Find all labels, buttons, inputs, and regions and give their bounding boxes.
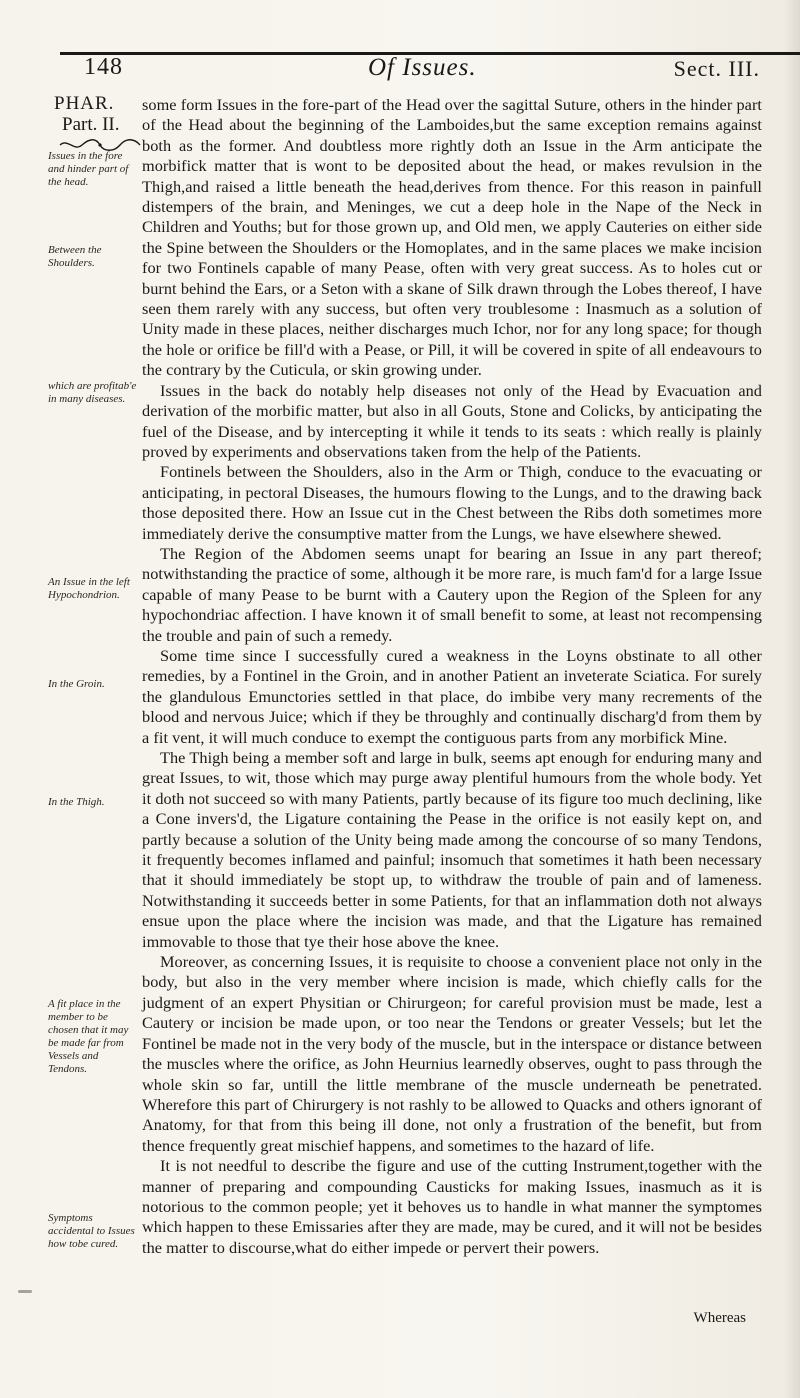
- margin-note-profitable: which are profitab'e in many diseases.: [48, 380, 137, 405]
- paragraph: The Region of the Abdomen seems unapt for bearing an Issue in any part thereof; notwithstanding the practice of some, although it be more rare, is much fam'd for a large Issue capable of many Pease to be burnt with a Cautery upon the Region of the Spleen for any hypochondriac affection. I have known it of small benefit to some, at least not recompensing the trouble and pain of such a remedy.: [142, 543, 762, 645]
- paragraph: Issues in the back do notably help diseases not only of the Head by Evacuation and derivation of the morbific matter, but also in all Gouts, Stone and Colicks, by anticipating the fuel of the Disease, and by intercepting it while it tends to its seats : which really is plainly proved by experiments and observations taken from the help of the Patients.: [142, 380, 762, 461]
- paragraph: Moreover, as concerning Issues, it is requisite to choose a convenient place not only in the body, but also in the very member where incision is made, which chiefly calls for the judgment of an expert Physitian or Chirurgeon; for careful provision must be made, lest a Cautery or incision be made upon, or too near the Tendons or greater Vessels; but let the Fontinel be made not in the very body of the muscle, but in the interspace or distance between the muscles where the orifice, as John Heurnius learnedly observes, ought to pass through the whole skin so far, untill the little membrane of the muscle underneath be penetrated. Wherefore this part of Chirurgery is not rashly to be allowed to Quacks and others ignorant of Anatomy, for that from this being ill done, not only a frustration of the benefit, but from thence frequently great mischief happens, and sometimes to the hazard of life.: [142, 952, 762, 1155]
- section-label: Sect. III.: [673, 56, 760, 81]
- margin-note-symptoms: Symptoms accidental to Issues how tobe cured.: [48, 1212, 135, 1250]
- page-header: [78, 52, 800, 94]
- running-title: Of Issues.: [368, 54, 477, 81]
- margin-note-shoulders: Between the Shoulders.: [48, 244, 102, 269]
- margin-note-fit-place: A fit place in the member to be chosen that it may be made far from Vessels and Tendons.: [48, 998, 129, 1075]
- page-edge-shadow: [784, 0, 800, 1398]
- paragraph: Fontinels between the Shoulders, also in the Arm or Thigh, conduce to the evacuating or anticipating, in pectoral Diseases, the humours flowing to the Lungs, and to the drawing back those deposited there. How an Issue cut in the Chest between the Ribs doth sometimes more immediately derive the consumptive matter from the Lungs, we have elsewhere shewed.: [142, 462, 762, 543]
- margin-note-thigh: In the Thigh.: [48, 796, 105, 808]
- ink-smudge: [18, 1290, 32, 1293]
- paragraph: The Thigh being a member soft and large in bulk, seems apt enough for enduring many and great Issues, to wit, those which may purge away plentiful humours from the whole body. Yet it doth not succeed so with many Patients, partly because of its figure too much declining, like a Cone invers'd, the Ligature containing the Pease in the orifice is not easily kept on, and partly because a solution of the Unity being made among the concourse of so many Tendons, it frequently becomes inflamed and painful; insomuch that sometimes it hath been necessary that it should immediately be stopt up, to withdraw the trouble of pain and of lameness. Notwithstanding it succeeds better in some Patients, for that an inflammation doth not always ensue upon the place where the incision was made, and that the Ligature has remained immovable to those that tye their hose above the knee.: [142, 748, 762, 951]
- paragraph: It is not needful to describe the figure and use of the cutting Instrument,together with the manner of preparing and compounding Causticks for making Issues, inasmuch as it is notorious to the common people; yet it behoves us to handle in what manner the symptomes which happen to these Emissaries after they are made, may be cured, and it will not be besides the matter to discourse,what do either impede or pervert their powers.: [142, 1156, 763, 1257]
- margin-note-groin: In the Groin.: [48, 678, 105, 690]
- paragraph: Some time since I successfully cured a weakness in the Loyns obstinate to all other remedies, by a Fontinel in the Groin, and in another Patient an inveterate Sciatica. For surely the glandulous Emunctories settled in that place, do imbibe very many recrements of the blood and nervous Juice; which if they be throughly and continually discharg'd from them by a fit vent, it will much conduce to exempt the contiguous parts from any morbifick Mine.: [142, 645, 762, 747]
- body-text: [142, 95, 762, 1258]
- paragraph: some form Issues in the fore-part of the Head over the sagittal Suture, others in the hinder part of the Head about the beginning of the Lamboides,but the same exception remains against both as the former. And doubtless more rightly doth an Issue in the Arm anticipate the morbifick matter that is wont to be deposited about the head, or makes revulsion in the Thigh,and raised a little beneath the head,derives from thence. For this reason in painfull distempers of the brain, and Meninges, we cut a deep hole in the Nape of the Neck in Children and Youths; but for those grown up, and Old men, we apply Cauteries on either side the Spine between the Shoulders or the Homoplates, and in the same places we make incision for two Fontinels capable of many Pease, often with very great success. As to holes cut or burnt behind the Ears, or a Seton with a skane of Silk drawn through the Lobes thereof, I have seen them rarely with any success, but often very troublesome : Inasmuch as a solution of Unity made in these places, neither discharges much Ichor, nor for any long space; for though the hole or orifice be fill'd with a Pease, or Pill, it will be covered in spite of all endeavours to the contrary by the Cuticula, or skin growing under.: [142, 95, 762, 380]
- margin-note-hypochondrion: An Issue in the left Hypochondrion.: [48, 576, 130, 601]
- page-number: 148: [84, 54, 123, 80]
- margin-notes: [0, 0, 140, 1398]
- catchword: Whereas: [693, 1310, 746, 1326]
- part-number-label: Part. II.: [62, 114, 120, 135]
- part-phar-label: PHAR.: [54, 93, 115, 114]
- margin-note-head: Issues in the fore and hinder part of the head.: [48, 150, 129, 188]
